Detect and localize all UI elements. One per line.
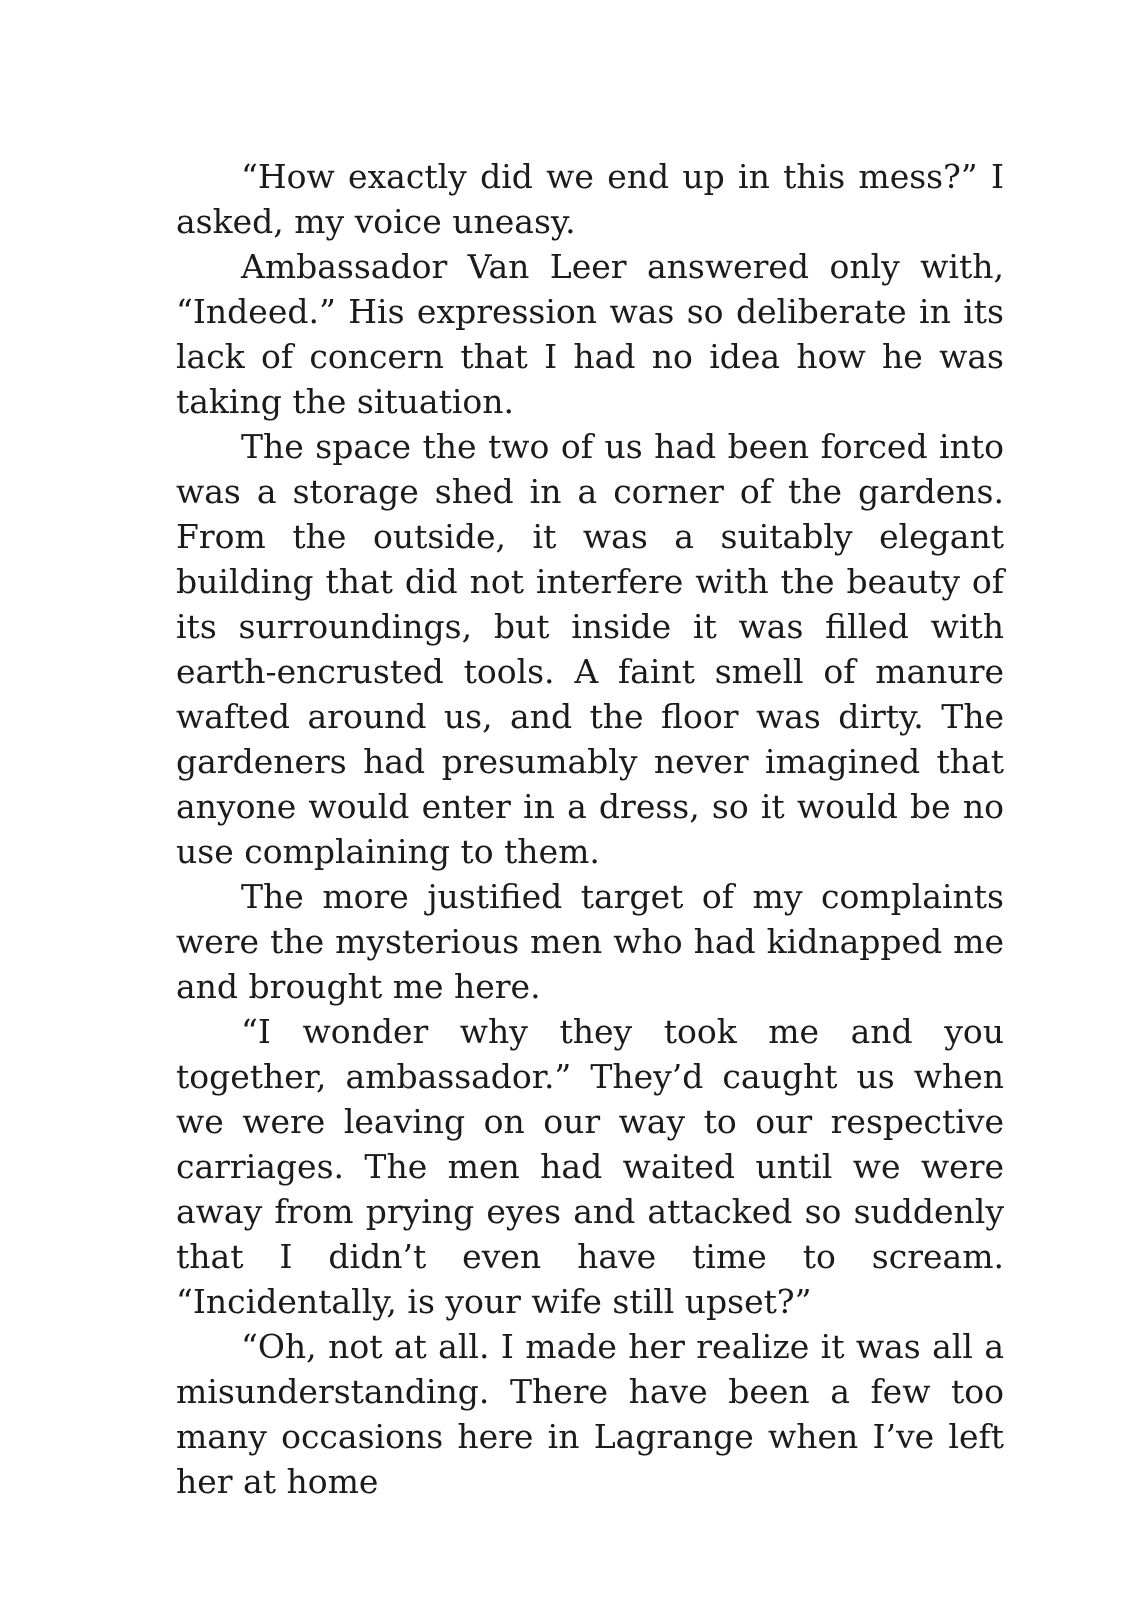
paragraph: The space the two of us had been forced into was a storage shed in a corner of the gardens. From the outside, it was a suitably elegant building that did not interfere with the beauty of its surroundings, but inside it was filled with earth-encrusted tools. A faint smell of manure wafted around us, and the floor was dirty. The gardeners had presumably never imagined that anyone would enter in a dress, so it would be no use complaining to them.	[176, 427, 1004, 871]
paragraph: The more justified target of my complaints were the mysterious men who had kidnapped me and brought me here.	[176, 877, 1004, 1006]
body-text	[176, 154, 1004, 1504]
paragraph: Ambassador Van Leer answered only with, “Indeed.” His expression was so deliberate in its lack of concern that I had no idea how he was taking the situation.	[176, 247, 1004, 421]
paragraph: “How exactly did we end up in this mess?” I asked, my voice uneasy.	[176, 157, 1004, 241]
paragraph: “Oh, not at all. I made her realize it was all a misunderstanding. There have been a few too many occasions here in Lagrange when I’ve left her at home	[176, 1327, 1004, 1501]
paragraph: “I wonder why they took me and you together, ambassador.” They’d caught us when we were leaving on our way to our respective carriages. The men had waited until we were away from prying eyes and attacked so suddenly that I didn’t even have time to scream. “Incidentally, is your wife still upset?”	[176, 1012, 1004, 1321]
